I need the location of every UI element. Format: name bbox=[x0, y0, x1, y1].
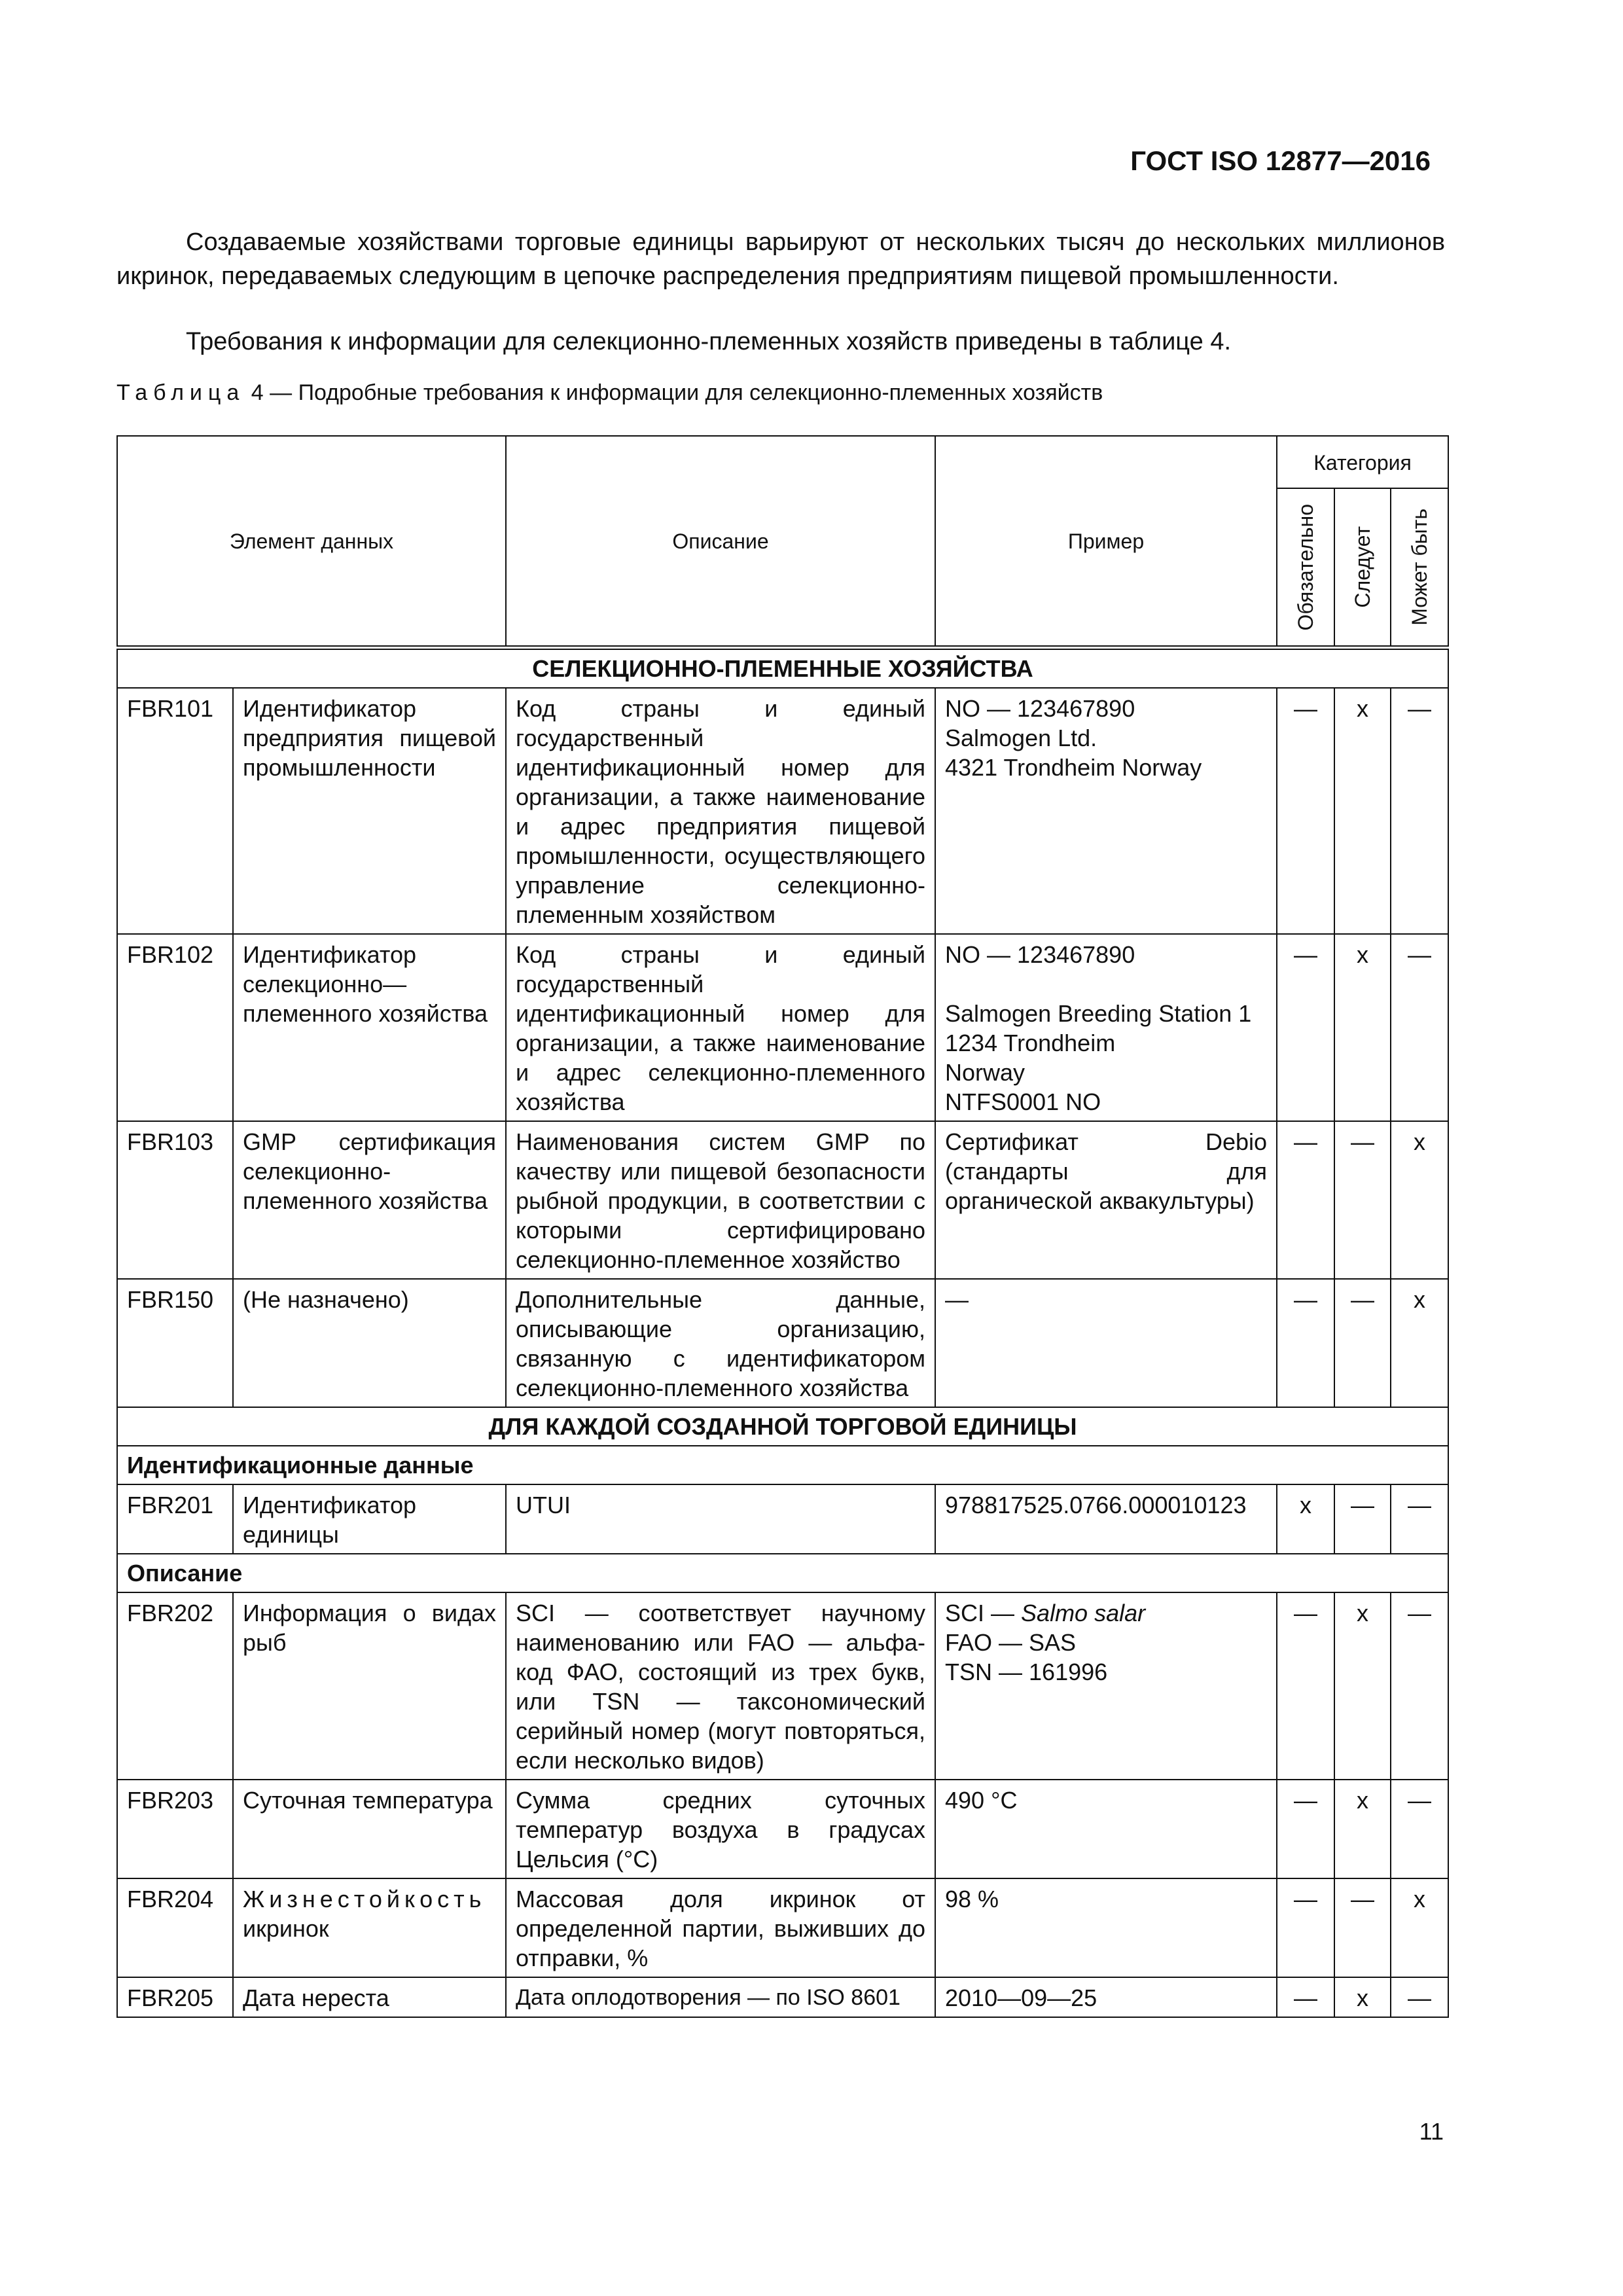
row-element: Суточная температура bbox=[233, 1780, 506, 1878]
cat-may: — bbox=[1391, 1780, 1448, 1878]
cat-mandatory: — bbox=[1277, 1878, 1334, 1977]
header-may: Может быть bbox=[1407, 508, 1431, 626]
header-element: Элемент данных bbox=[117, 436, 506, 647]
table-caption: Таблица 4 — Подробные требования к информации для селекционно-племенных хозяйств bbox=[116, 380, 1103, 405]
row-code: FBR101 bbox=[117, 688, 233, 934]
cat-mandatory: — bbox=[1277, 688, 1334, 934]
row-example: 978817525.0766.000010123 bbox=[935, 1484, 1277, 1554]
cat-may: x bbox=[1391, 1121, 1448, 1279]
row-code: FBR150 bbox=[117, 1279, 233, 1407]
cat-may: — bbox=[1391, 1977, 1448, 2017]
header-category: Категория bbox=[1277, 436, 1448, 488]
row-description: Код страны и единый государственный идентификационный номер для организации, а также наименование и адрес селекционно-племенного хозяйства bbox=[506, 934, 935, 1121]
row-example: 490 °С bbox=[935, 1780, 1277, 1878]
cat-should: — bbox=[1334, 1878, 1391, 1977]
section-header-trade-units: ДЛЯ КАЖДОЙ СОЗДАННОЙ ТОРГОВОЙ ЕДИНИЦЫ bbox=[117, 1407, 1448, 1446]
table-row bbox=[117, 934, 1448, 1121]
cat-should: — bbox=[1334, 1484, 1391, 1554]
cat-may: — bbox=[1391, 688, 1448, 934]
subheader-identification: Идентификационные данные bbox=[117, 1446, 1448, 1484]
row-description: Дата оплодотворения — по ISO 8601 bbox=[506, 1977, 935, 2017]
row-element: Идентификатор единицы bbox=[233, 1484, 506, 1554]
row-element: Идентификатор предприятия пищевой промышленности bbox=[233, 688, 506, 934]
cat-mandatory: — bbox=[1277, 1121, 1334, 1279]
cat-should: x bbox=[1334, 1977, 1391, 2017]
row-element: Информация о видах рыб bbox=[233, 1592, 506, 1780]
cat-may: — bbox=[1391, 1484, 1448, 1554]
cat-should: x bbox=[1334, 1780, 1391, 1878]
row-description: Сумма средних суточных температур воздуха в градусах Цельсия (°С) bbox=[506, 1780, 935, 1878]
paragraph-1: Создаваемые хозяйствами торговые единицы варьируют от нескольких тысяч до нескольких миллионов икринок, передаваемых следующим в цепочке распределения предприятиям пищевой промышленности. bbox=[116, 228, 1445, 290]
row-description: Наименования систем GMP по качеству или пищевой безопасности рыбной продукции, в соответствии с которыми сертифицировано селекционно-племенное хозяйство bbox=[506, 1121, 935, 1279]
row-description: Массовая доля икринок от определенной партии, выживших до отправки, % bbox=[506, 1878, 935, 1977]
cat-should: — bbox=[1334, 1279, 1391, 1407]
paragraph-2: Требования к информации для селекционно-племенных хозяйств приведены в таблице 4. bbox=[186, 328, 1232, 355]
row-element: (Не назначено) bbox=[233, 1279, 506, 1407]
header-should: Следует bbox=[1350, 526, 1374, 608]
cat-mandatory: x bbox=[1277, 1484, 1334, 1554]
cat-may: x bbox=[1391, 1878, 1448, 1977]
table-row bbox=[117, 1780, 1448, 1878]
row-code: FBR103 bbox=[117, 1121, 233, 1279]
cat-may: x bbox=[1391, 1279, 1448, 1407]
row-example: — bbox=[935, 1279, 1277, 1407]
document-designation: ГОСТ ISO 12877—2016 bbox=[1130, 145, 1431, 176]
table-row bbox=[117, 1592, 1448, 1780]
cat-may: — bbox=[1391, 1592, 1448, 1780]
row-example: 98 % bbox=[935, 1878, 1277, 1977]
table-row bbox=[117, 1977, 1448, 2017]
row-code: FBR205 bbox=[117, 1977, 233, 2017]
row-element: GMP сертификация селекционно-племенного хозяйства bbox=[233, 1121, 506, 1279]
row-code: FBR202 bbox=[117, 1592, 233, 1780]
table-row bbox=[117, 1279, 1448, 1407]
cat-should: — bbox=[1334, 1121, 1391, 1279]
subheader-description: Описание bbox=[117, 1554, 1448, 1592]
cat-mandatory: — bbox=[1277, 1279, 1334, 1407]
cat-mandatory: — bbox=[1277, 1977, 1334, 2017]
cat-may: — bbox=[1391, 934, 1448, 1121]
cat-mandatory: — bbox=[1277, 1780, 1334, 1878]
cat-should: x bbox=[1334, 688, 1391, 934]
row-example: 2010—09—25 bbox=[935, 1977, 1277, 2017]
cat-mandatory: — bbox=[1277, 1592, 1334, 1780]
table-row bbox=[117, 1484, 1448, 1554]
page-number: 11 bbox=[1419, 2118, 1444, 2145]
row-description: Код страны и единый государственный идентификационный номер для организации, а также наименование и адрес предприятия пищевой промышленности, осуществляющего управление селекционно-племенным хозяйством bbox=[506, 688, 935, 934]
header-mandatory: Обязательно bbox=[1293, 503, 1317, 630]
table-row bbox=[117, 688, 1448, 934]
row-code: FBR204 bbox=[117, 1878, 233, 1977]
row-code: FBR203 bbox=[117, 1780, 233, 1878]
row-element: Жизнестойкость икринок bbox=[233, 1878, 506, 1977]
table-row bbox=[117, 1878, 1448, 1977]
row-description: SCI — соответствует научному наименованию или FAO — альфа-код ФАО, состоящий из трех букв, или TSN — таксономический серийный номер (могут повторяться, если несколько видов) bbox=[506, 1592, 935, 1780]
row-code: FBR201 bbox=[117, 1484, 233, 1554]
table-row bbox=[117, 1121, 1448, 1279]
header-description: Описание bbox=[506, 436, 935, 647]
cat-should: x bbox=[1334, 934, 1391, 1121]
requirements-table bbox=[116, 435, 1449, 2018]
row-element: Идентификатор селекционно—племенного хозяйства bbox=[233, 934, 506, 1121]
row-example: SCI — Salmo salar FAO — SAS TSN — 161996 bbox=[935, 1592, 1277, 1780]
row-description: Дополнительные данные, описывающие организацию, связанную с идентификатором селекционно-племенного хозяйства bbox=[506, 1279, 935, 1407]
row-element: Дата нереста bbox=[233, 1977, 506, 2017]
cat-mandatory: — bbox=[1277, 934, 1334, 1121]
row-example: NO — 123467890 Salmogen Breeding Station 1 1234 Trondheim Norway NTFS0001 NO bbox=[935, 934, 1277, 1121]
row-example: NO — 123467890 Salmogen Ltd. 4321 Trondheim Norway bbox=[935, 688, 1277, 934]
section-header-farms: СЕЛЕКЦИОННО-ПЛЕМЕННЫЕ ХОЗЯЙСТВА bbox=[117, 647, 1448, 688]
row-code: FBR102 bbox=[117, 934, 233, 1121]
cat-should: x bbox=[1334, 1592, 1391, 1780]
row-example: Сертификат Debio (стандарты для органической аквакультуры) bbox=[935, 1121, 1277, 1279]
header-example: Пример bbox=[935, 436, 1277, 647]
row-description: UTUI bbox=[506, 1484, 935, 1554]
